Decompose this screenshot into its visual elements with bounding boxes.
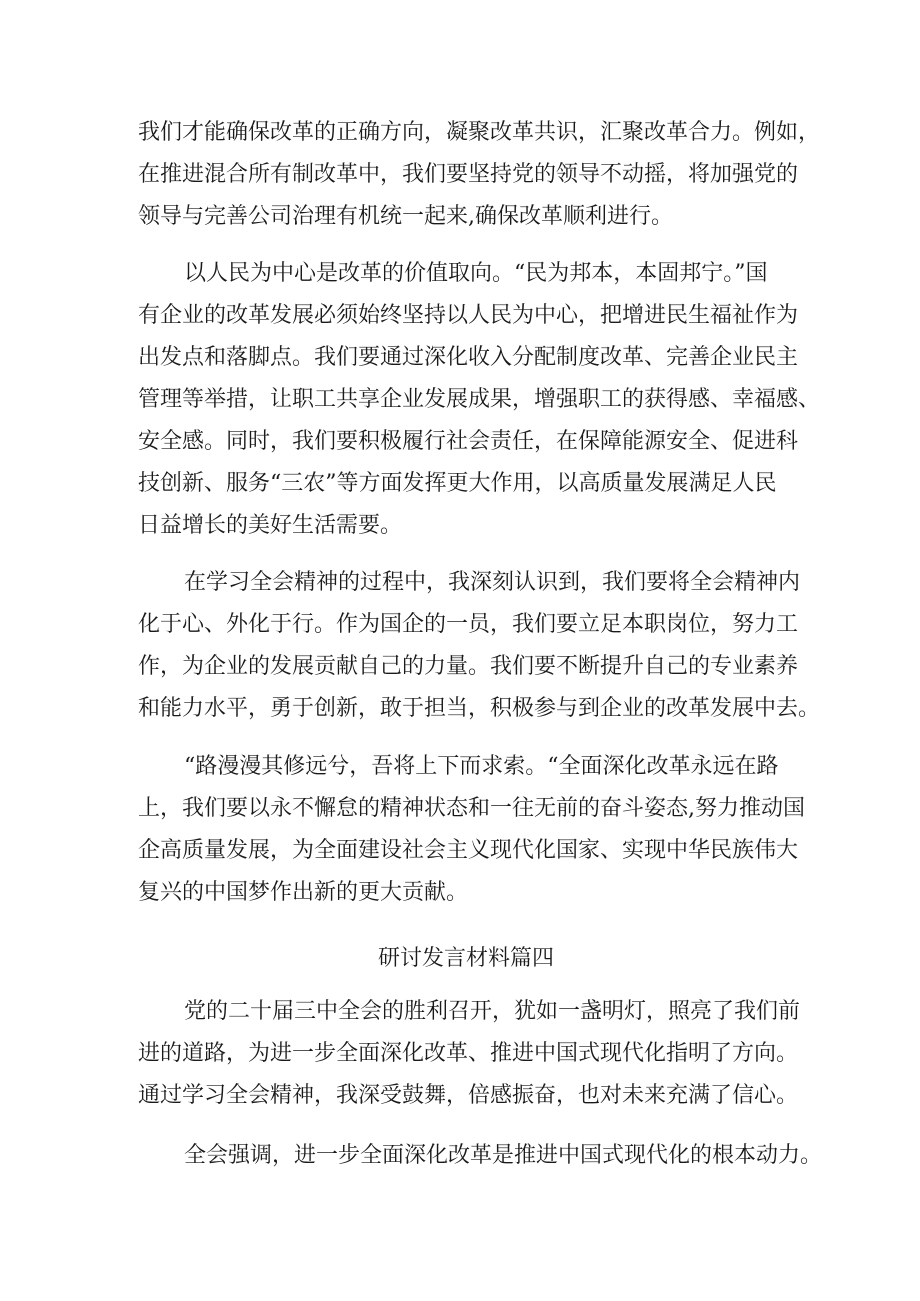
- text-line: 以人民为中心是改革的价值取向。“民为邦本，本固邦宁。”国: [184, 261, 768, 286]
- text-line: 企高质量发展，为全面建设社会主义现代化国家、实现中华民族伟大: [138, 838, 799, 863]
- text-line: 和能力水平，勇于创新，敢于担当，积极参与到企业的改革发展中去。: [138, 696, 821, 721]
- text-line: 在推进混合所有制改革中，我们要坚持党的领导不动摇，将加强党的: [138, 162, 799, 187]
- text-line: 通过学习全会精神，我深受鼓舞，倍感振奋，也对未来充满了信心。: [138, 1083, 799, 1108]
- text-line: “路漫漫其修远兮，吾将上下而求索。“全面深化改革永远在路: [184, 754, 779, 779]
- text-line: 全会强调，进一步全面深化改革是推进中国式现代化的根本动力。: [184, 1143, 823, 1168]
- text-line: 有企业的改革发展必须始终坚持以人民为中心，把增进民生福祉作为: [138, 303, 799, 328]
- text-line: 出发点和落脚点。我们要通过深化收入分配制度改革、完善企业民主: [138, 345, 799, 370]
- text-line: 化于心、外化于行。作为国企的一员，我们要立足本职岗位，努力工: [138, 612, 799, 637]
- text-line: 作，为企业的发展贡献自己的力量。我们要不断提升自己的专业素养: [138, 654, 799, 679]
- text-line: 进的道路，为进一步全面深化改革、推进中国式现代化指明了方向。: [138, 1041, 799, 1066]
- text-line: 党的二十届三中全会的胜利召开，犹如一盏明灯，照亮了我们前: [184, 999, 801, 1024]
- text-line: 上，我们要以永不懈怠的精神状态和一往无前的奋斗姿态,努力推动国: [138, 796, 805, 821]
- text-line: 技创新、服务“三农”等方面发挥更大作用，以高质量发展满足人民: [138, 471, 777, 496]
- text-line: 我们才能确保改革的正确方向，凝聚改革共识，汇聚改革合力。例如，: [138, 120, 821, 145]
- text-line: 日益增长的美好生活需要。: [138, 513, 403, 538]
- text-line: 安全感。同时，我们要积极履行社会责任，在保障能源安全、促进科: [138, 429, 799, 454]
- text-line: 领导与完善公司治理有机统一起来,确保改革顺利进行。: [138, 204, 673, 229]
- text-line: 复兴的中国梦作出新的更大贡献。: [138, 880, 469, 905]
- section-heading: 研讨发言材料篇四: [378, 946, 555, 971]
- text-line: 在学习全会精神的过程中，我深刻认识到，我们要将全会精神内: [184, 570, 801, 595]
- text-line: 管理等举措，让职工共享企业发展成果，增强职工的获得感、幸福感、: [138, 387, 821, 412]
